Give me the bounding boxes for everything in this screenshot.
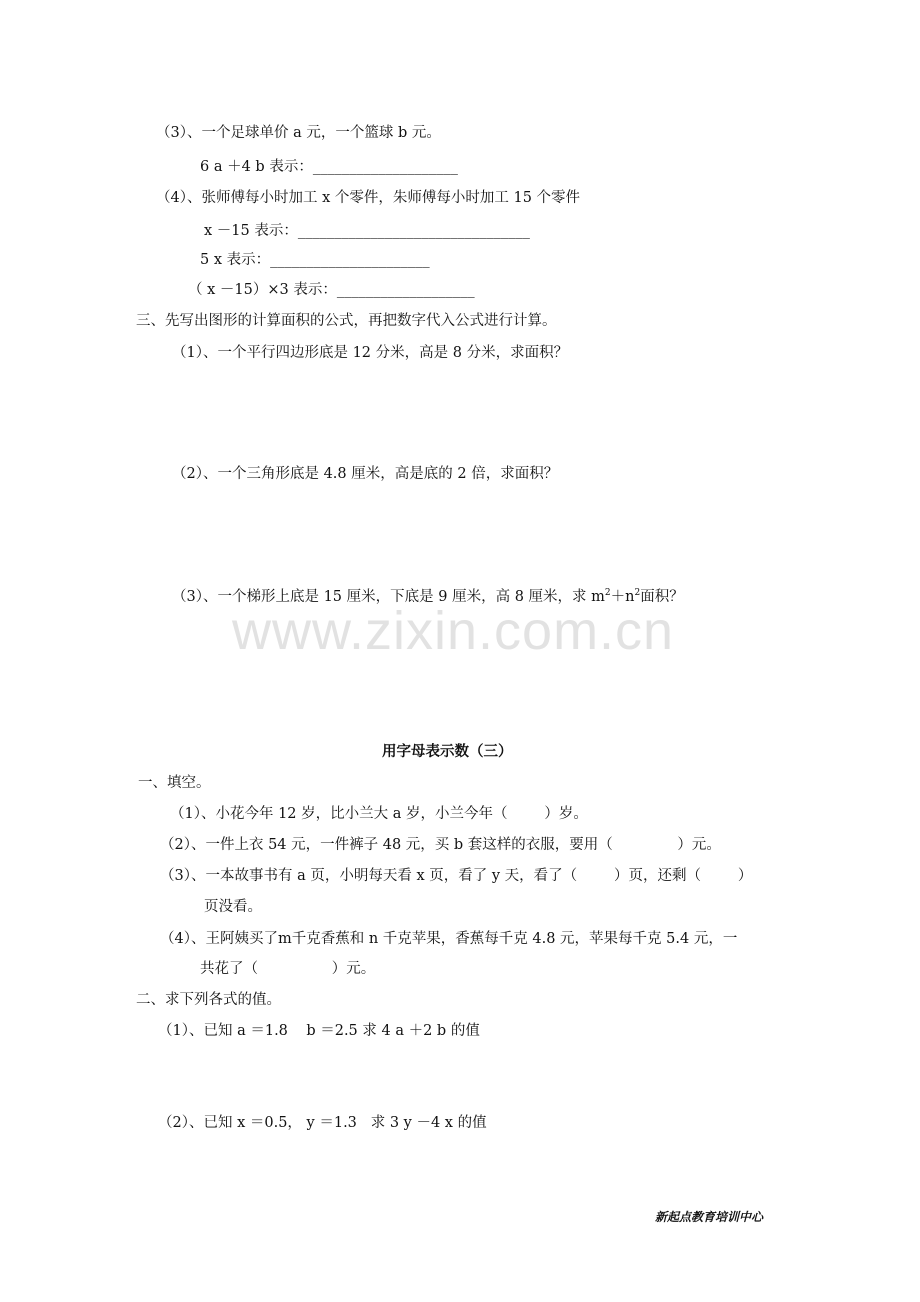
area-question-1: （1）、一个平行四边形底是 12 分米，高是 8 分米，求面积？ (172, 345, 569, 361)
footer: 新起点教育培训中心 (655, 1210, 764, 1224)
evaluate-question-1: （1）、已知 a ＝1.8 b ＝2.5 求 4 a ＋2 b 的值 (158, 1023, 480, 1039)
area-question-3 (172, 585, 684, 606)
watermark: www.zixin.com.cn (232, 601, 675, 661)
fill-question-2: （2）、一件上衣 54 元，一件裤子 48 元，买 b 套这样的衣服，要用（ ）元。 (160, 837, 721, 853)
fill-question-3: （3）、一本故事书有 a 页，小明每天看 x 页，看了 y 天，看了（ ）页，还剩（ ） (160, 868, 753, 884)
blank-5x: 5 x 表示：______________________ (200, 252, 430, 268)
superscript: 2 (604, 588, 611, 599)
section-title: 用字母表示数（三） (382, 743, 513, 760)
fill-question-4: （4）、王阿姨买了m千克香蕉和 n 千克苹果，香蕉每千克 4.8 元，苹果每千克 5.4 元，一 (160, 931, 738, 947)
evaluate-heading: 二、求下列各式的值。 (136, 992, 281, 1008)
text: ＋n (610, 589, 635, 605)
area-question-2: （2）、一个三角形底是 4.8 厘米，高是底的 2 倍，求面积？ (172, 466, 559, 482)
fill-question-4-cont: 共花了（ ）元。 (200, 961, 376, 977)
evaluate-question-2: （2）、已知 x ＝0.5， y ＝1.3 求 3 y －4 x 的值 (158, 1115, 487, 1131)
blank-6a4b: 6 a ＋4 b 表示：____________________ (200, 159, 458, 175)
fill-question-1: （1）、小花今年 12 岁，比小兰大 a 岁，小兰今年（ ）岁。 (170, 806, 588, 822)
blank-x-15-times3: （ x －15）×3 表示：___________________ (188, 282, 475, 298)
text: 面积？ (640, 589, 684, 605)
superscript: 2 (634, 588, 641, 599)
blank-x-15: x －15 表示：________________________________ (204, 223, 530, 239)
section-3-heading: 三、先写出图形的计算面积的公式，再把数字代入公式进行计算。 (136, 313, 557, 329)
fill-blank-heading: 一、填空。 (138, 775, 211, 791)
question-3: （3）、一个足球单价 a 元，一个篮球 b 元。 (156, 125, 441, 141)
text: （3）、一个梯形上底是 15 厘米，下底是 9 厘米，高 8 厘米，求 m (172, 589, 605, 605)
question-4: （4）、张师傅每小时加工 x 个零件，朱师傅每小时加工 15 个零件 (156, 190, 581, 206)
fill-question-3-cont: 页没看。 (204, 899, 262, 915)
